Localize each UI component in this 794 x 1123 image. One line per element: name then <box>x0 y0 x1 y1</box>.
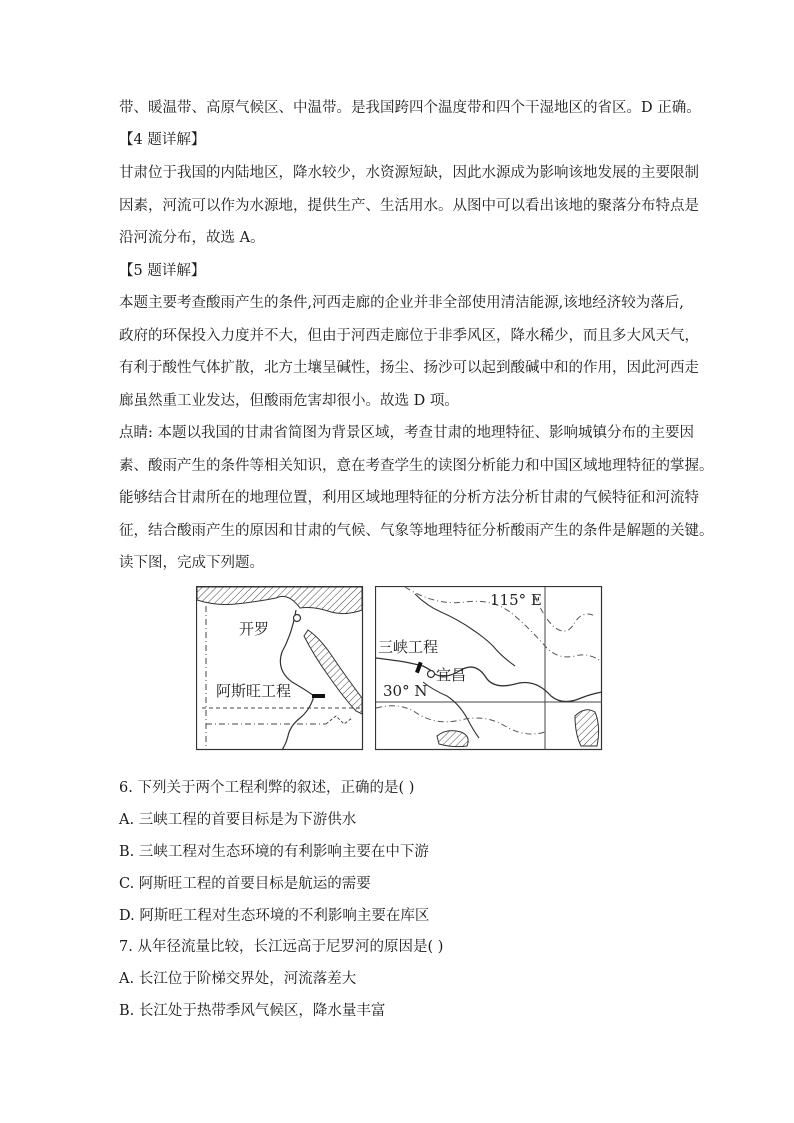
section-heading: 【4 题详解】 <box>119 132 206 148</box>
question-6-option-a: A. 三峡工程的首要目标是为下游供水 <box>119 812 357 828</box>
section-heading: 【5 题详解】 <box>119 263 206 279</box>
text-line: 带、暖温带、高原气候区、中温带。是我国跨四个温度带和四个干湿地区的省区。D 正确。 <box>119 100 701 116</box>
question-6-option-d: D. 阿斯旺工程对生态环境的不利影响主要在库区 <box>119 908 430 924</box>
question-6-option-b: B. 三峡工程对生态环境的有利影响主要在中下游 <box>119 844 429 860</box>
text-line: 有利于酸性气体扩散，北方土壤呈碱性，扬尘、扬沙可以起到酸碱中和的作用，因此河西走 <box>119 360 699 376</box>
text-line: 廊虽然重工业发达，但酸雨危害却很小。故选 D 项。 <box>119 393 459 409</box>
text-line: 甘肃位于我国的内陆地区，降水较少，水资源短缺，因此水源成为影响该地发展的主要限制 <box>119 165 699 181</box>
text-line: 素、酸雨产生的条件等相关知识，意在考查学生的读图分析能力和中国区域地理特征的掌握。 <box>119 458 714 474</box>
map-latitude-label: 30° N <box>383 682 428 700</box>
map-city-label-cairo: 开罗 <box>239 620 270 638</box>
map-longitude-label: 115° E <box>490 591 542 609</box>
question-6-option-c: C. 阿斯旺工程的首要目标是航运的需要 <box>119 876 371 892</box>
text-line: 因素，河流可以作为水源地，提供生产、生活用水。从图中可以看出该地的聚落分布特点是 <box>119 198 699 214</box>
map-aswan <box>196 586 364 752</box>
map-three-gorges-drawing <box>375 586 603 752</box>
question-7-stem: 7. 从年径流量比较，长江远高于尼罗河的原因是( ) <box>119 939 444 955</box>
text-line: 政府的环保投入力度并不大，但由于河西走廊位于非季风区，降水稀少，而且多大风天气， <box>119 328 699 344</box>
question-7-option-a: A. 长江位于阶梯交界处，河流落差大 <box>119 971 357 987</box>
text-line: 本题主要考查酸雨产生的条件,河西走廊的企业并非全部使用清洁能源,该地经济较为落后, <box>119 295 684 311</box>
map-aswan-drawing <box>196 586 364 752</box>
text-line: 沿河流分布，故选 A。 <box>119 230 265 246</box>
text-line: 点睛: 本题以我国的甘肃省简图为背景区域，考查甘肃的地理特征、影响城镇分布的主要因 <box>119 425 694 441</box>
map-dam-label-three-gorges: 三峡工程 <box>378 638 439 656</box>
text-line: 读下图，完成下列题。 <box>119 555 264 571</box>
text-line: 征，结合酸雨产生的原因和甘肃的气候、气象等地理特征分析酸雨产生的条件是解题的关键。 <box>119 523 714 539</box>
map-dam-label-aswan: 阿斯旺工程 <box>216 682 292 700</box>
question-7-option-b: B. 长江处于热带季风气候区，降水量丰富 <box>119 1003 386 1019</box>
question-6-stem: 6. 下列关于两个工程利弊的叙述，正确的是( ) <box>119 780 415 796</box>
map-city-label-yichang: 宜昌 <box>436 666 467 684</box>
text-line: 能够结合甘肃所在的地理位置，利用区域地理特征的分析方法分析甘肃的气候特征和河流特 <box>119 490 699 506</box>
map-three-gorges <box>375 586 603 752</box>
